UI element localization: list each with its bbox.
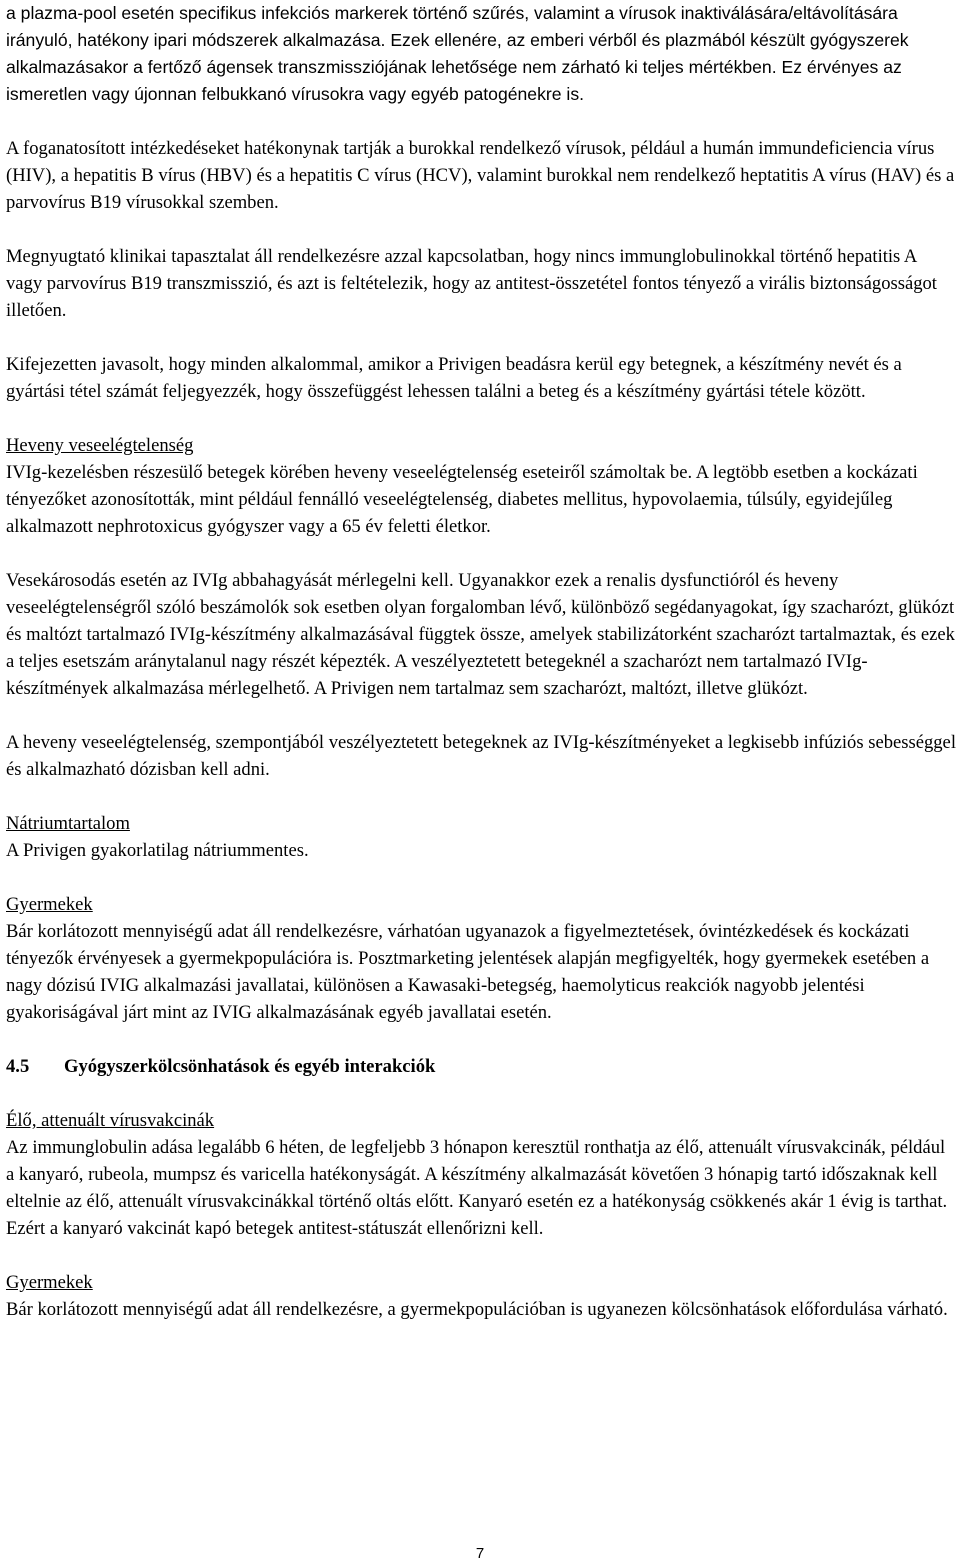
paragraph-viral-safety-intro: a plazma-pool esetén specifikus infekciós markerek történő szűrés, valamint a vírusok inaktiválására/eltávolítására irányuló, hatékony ipari módszerek alkalmazása. Ezek ellenére, az emberi vérből és plazmából készült gyógyszerek alkalmazásakor a fertőző ágensek transzmissziójának lehetősége nem zárható ki teljes mértékben. Ez érvényes az ismeretlen vagy újonnan felbukkanó vírusokra vagy egyéb patogénekre is. [6, 3, 909, 104]
section-acute-renal-failure [6, 432, 956, 540]
paragraph-live-vaccines: Az immunglobulin adása legalább 6 héten, de legfeljebb 3 hónapon keresztül ronthatja az élő, attenuált vírusvakcinák, például a kanyaró, rubeola, mumpsz és varicella hatékonyságát. A készítmény alkalmazását követően 3 hónapig tartó időszaknak kell eltelnie az élő, attenuált vírusvakcinákkal történő oltás előtt. Kanyaró esetén ez a hatékonyság csökkenés akár 1 évig is tarthat. Ezért a kanyaró vakcinát kapó betegek antitest-státuszát ellenőrizni kell. [6, 1137, 948, 1239]
paragraph-acute-renal-3: A heveny veseelégtelenség, szempontjából veszélyeztetett betegeknek az IVIg-készítményeket a legkisebb infúziós sebességgel és alkalmazható dózisban kell adni. [6, 732, 956, 780]
paragraph-children-interactions: Bár korlátozott mennyiségű adat áll rendelkezésre, a gyermekpopulációban is ugyanezen kölcsönhatások előfordulása várható. [6, 1299, 948, 1320]
section-children-warnings [6, 891, 956, 1026]
paragraph-children-warnings: Bár korlátozott mennyiségű adat áll rendelkezésre, várhatóan ugyanazok a figyelmeztetések, óvintézkedések és kockázati tényezők érvényesek a gyermekpopulációra is. Posztmarketing jelentések alapján megfigyelték, hogy gyermekek esetében a nagy dózisú IVIG alkalmazási javallatai, különösen a Kawasaki-betegség, haemolyticus reakciók nagyobb jelentési gyakoriságával járt mint az IVIG alkalmazásának egyéb javallatai esetén. [6, 921, 930, 1023]
heading-sodium-content: Nátriumtartalom [6, 813, 130, 834]
heading-children-interactions: Gyermekek [6, 1272, 93, 1293]
paragraph-acute-renal-2: Vesekárosodás esetén az IVIg abbahagyását mérlegelni kell. Ugyanakkor ezek a renalis dysfunctióról és heveny veseelégtelenségről szóló beszámolók sok esetben olyan forgalomban lévő, különböző segédanyagokat, így szacharózt, glükózt és maltózt tartalmazó IVIg-készítmény alkalmazásával függtek össze, amelyek stabilizátorként szacharózt tartalmaztak, és ezek a teljes esetszám aránytalanul nagy részét képezték. A veszélyeztetett betegeknél a szacharózt nem tartalmazó IVIg-készítmények alkalmazása mérlegelhető. A Privigen nem tartalmaz sem szacharózt, maltózt, illetve glükózt. [6, 570, 955, 699]
document-page [6, 0, 956, 1323]
section-sodium-content [6, 810, 956, 864]
heading-acute-renal-failure: Heveny veseelégtelenség [6, 435, 194, 456]
section-children-interactions [6, 1269, 956, 1323]
paragraph-acute-renal-1: IVIg-kezelésben részesülő betegek körében heveny veseelégtelenség eseteiről számoltak be. A legtöbb esetben a kockázati tényezőket azonosították, mint például fennálló veseelégtelenség, diabetes mellitus, hypovolaemia, túlsúly, egyidejűleg alkalmazott nephrotoxicus gyógyszer vagy a 65 év feletti életkor. [6, 462, 918, 537]
section-heading-4-5 [6, 1053, 956, 1080]
section-number: 4.5 [6, 1056, 30, 1077]
section-title: Gyógyszerkölcsönhatások és egyéb interakciók [64, 1056, 436, 1077]
paragraph-clinical-experience: Megnyugtató klinikai tapasztalat áll rendelkezésre azzal kapcsolatban, hogy nincs immunglobulinokkal történő hepatitis A vagy parvovírus B19 transzmisszió, és azt is feltételezik, hogy az antitest-összetétel fontos tényező a virális biztonságosságot illetően. [6, 246, 937, 321]
heading-live-vaccines: Élő, attenuált vírusvakcinák [6, 1110, 215, 1131]
paragraph-enveloped-viruses: A foganatosított intézkedéseket hatékonynak tartják a burokkal rendelkező vírusok, például a humán immundeficiencia vírus (HIV), a hepatitis B vírus (HBV) és a hepatitis C vírus (HCV), valamint burokkal nem rendelkező heptatitis A vírus (HAV) és a parvovírus B19 vírusokkal szemben. [6, 138, 955, 213]
paragraph-sodium-content: A Privigen gyakorlatilag nátriummentes. [6, 840, 309, 861]
section-live-vaccines [6, 1107, 956, 1242]
paragraph-batch-recording: Kifejezetten javasolt, hogy minden alkalommal, amikor a Privigen beadásra kerül egy betegnek, a készítmény nevét és a gyártási tétel számát feljegyezzék, hogy összefüggést lehessen találni a beteg és a készítmény gyártási tétele között. [6, 354, 902, 402]
page-number: 7 [475, 1545, 485, 1562]
heading-children-warnings: Gyermekek [6, 894, 93, 915]
